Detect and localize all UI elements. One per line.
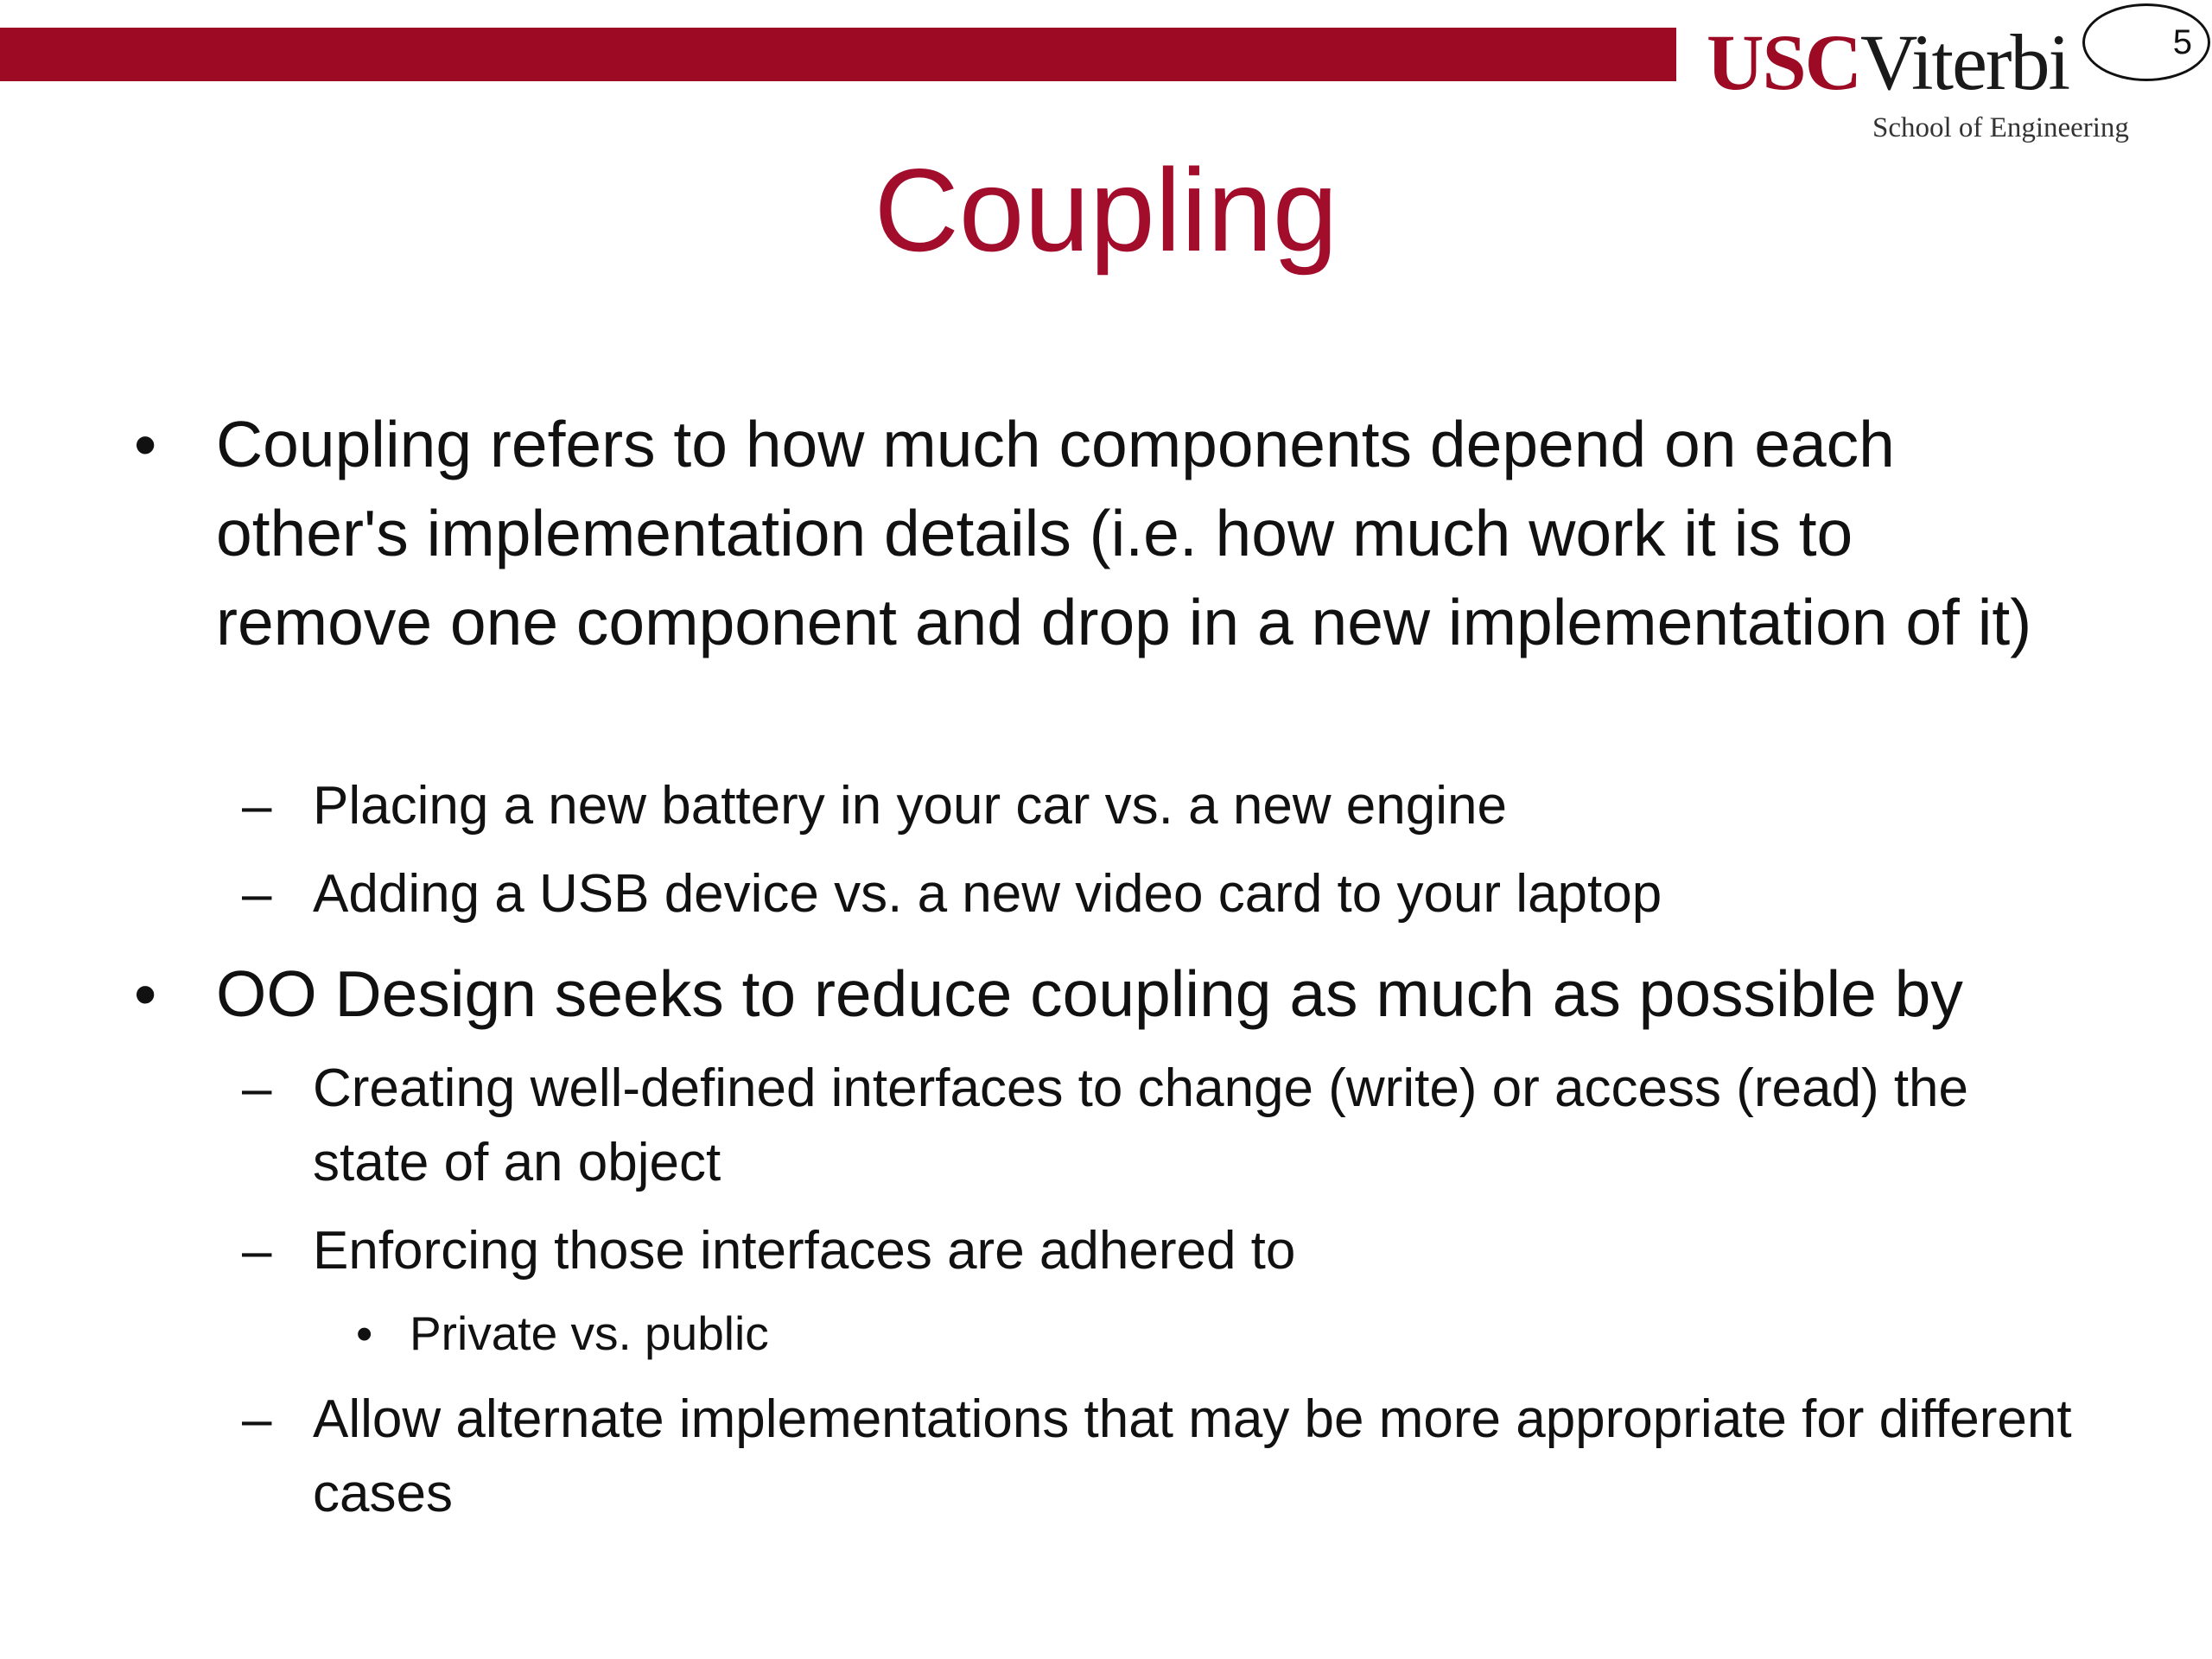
logo-viterbi-text: Viterbi bbox=[1860, 18, 2069, 106]
logo-subtitle: School of Engineering bbox=[1872, 112, 2129, 143]
sub-bullet-text: Enforcing those interfaces are adhered to bbox=[313, 1221, 1296, 1281]
sub-bullet-item bbox=[242, 1382, 2084, 1531]
sub-sub-bullet-item bbox=[356, 1299, 2051, 1368]
bullet-item bbox=[134, 950, 2074, 1039]
slide-title: Coupling bbox=[874, 144, 1338, 276]
bullet-text: Coupling refers to how much components depend on each other's implementation details (i.e. how much work it is to remove one component and drop in a new implementation of it) bbox=[216, 408, 2032, 658]
sub-bullet-text: Adding a USB device vs. a new video card to your laptop bbox=[313, 864, 1662, 924]
logo-usc-text: USC bbox=[1707, 18, 1861, 106]
sub-bullet-text: Allow alternate implementations that may be more appropriate for different cases bbox=[313, 1389, 2072, 1523]
sub-sub-bullet-text: Private vs. public bbox=[410, 1306, 769, 1360]
sub-bullet-item bbox=[242, 857, 2084, 931]
sub-bullet-item bbox=[242, 769, 2084, 843]
bullet-text: OO Design seeks to reduce coupling as much as possible by bbox=[216, 957, 1963, 1030]
bullet-item bbox=[134, 400, 2074, 667]
sub-bullet-item bbox=[242, 1052, 2084, 1200]
sub-bullet-marker: – bbox=[242, 1389, 272, 1449]
sub-sub-bullet-marker: • bbox=[356, 1306, 373, 1360]
sub-bullet-marker: – bbox=[242, 776, 272, 836]
sub-bullet-text: Creating well-defined interfaces to change (write) or access (read) the state of an object bbox=[313, 1058, 1969, 1192]
bullet-marker: • bbox=[134, 957, 157, 1030]
sub-bullet-item bbox=[242, 1214, 2084, 1288]
bullet-marker: • bbox=[134, 408, 157, 480]
slide-number-badge: 5 bbox=[2082, 3, 2210, 81]
sub-bullet-marker: – bbox=[242, 864, 272, 924]
sub-bullet-text: Placing a new battery in your car vs. a new engine bbox=[313, 776, 1507, 836]
sub-bullet-marker: – bbox=[242, 1058, 272, 1118]
sub-bullet-marker: – bbox=[242, 1221, 272, 1281]
